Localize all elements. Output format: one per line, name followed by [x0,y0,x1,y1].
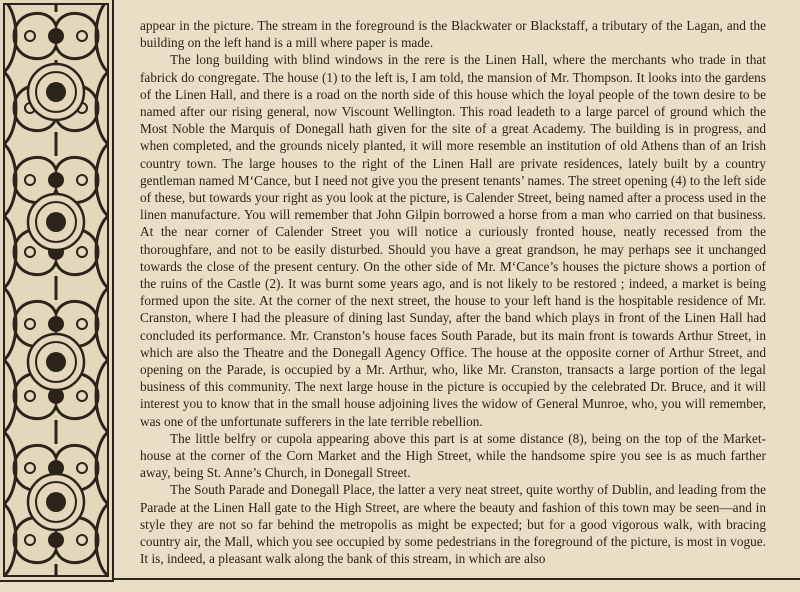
paragraph: The little belfry or cupola appearing above this part is at some distance (8), being on the top of the Market-house at the corner of the Corn Market and the High Street, while the handsome spire you see is as much farther away, being St. Anne’s Church, in Donegall Street. [140,430,766,481]
paragraph: The South Parade and Donegall Place, the latter a very neat street, quite worthy of Dublin, and leading from the Parade at the Linen Hall gate to the High Street, are where the beauty and fashion of this town may be seen—and in style they are not so far behind the metropolis as might be expected; but for a good vigorous walk, with bracing country air, the Mall, which you see occupied by some pedestrians in the foreground of the picture, is most in vogue. It is, indeed, a pleasant walk along the bank of this stream, in which are also [140,482,766,567]
body-text [140,17,766,568]
paragraph: The long building with blind windows in the rere is the Linen Hall, where the merchants who trade in that fabrick do congregate. The house (1) to the left is, I am told, the mansion of Mr. Thompson. It looks into the gardens of the Linen Hall, and there is a road on the north side of this house which the loyal people of the town desire to be named after our rising general, now Viscount Wellington. This road leadeth to a large parcel of ground which the Most Noble the Marquis of Donegall hath given for the site of a great Academy. The building is in progress, and when completed, and the grounds nicely planted, it will more resemble an institution of old Athens than of an Irish country town. The large houses to the right of the Linen Hall are private residences, lately built by a country gentleman named M‘Cance, but I need not give you the present tenants’ names. The street opening (4) to the left side of these, but towards your right as you look at the picture, is Calender Street, being named after a process used in the linen manufacture. You will remember that John Gilpin borrowed a horse from a man who carried on that business. At the near corner of Calender Street you will notice a curiously fronted house, neatly recessed from the thoroughfare, and not to be easily disturbed. Should you have a great grandson, he may perhaps see it unchanged towards the close of the present century. On the other side of Mr. M‘Cance’s houses the picture shows a portion of the ruins of the Castle (2). It was burnt some years ago, and is not likely to be restored ; indeed, a market is being formed upon the site. At the corner of the next street, the house to your left hand is the hospitable residence of Mr. Cranston, where I had the pleasure of dining last Sunday, after the band which plays in front of the Linen Hall had concluded its performance. Mr. Cranston’s house faces South Parade, but its main front is towards Arthur Street, in which are also the Theatre and the Donegall Agency Office. The house at the opposite corner of Arthur Street, and opening on the Parade, is occupied by a Mr. Arthur, who, like Mr. Cranston, transacts a large portion of the legal business of this community. The next large house in the picture is occupied by the celebrated Dr. Bruce, and it will interest you to know that in the small house adjoining lives the widow of General Munroe, who, you will remember, was one of the unfortunate sufferers in the late terrible rebellion. [140,52,766,429]
ornament-pattern-icon [0,0,112,580]
bottom-rule [112,578,800,580]
ornamental-border [0,0,114,582]
paragraph: appear in the picture. The stream in the foreground is the Blackwater or Blackstaff, a tributary of the Lagan, and the building on the left hand is a mill where paper is made. [140,18,766,51]
